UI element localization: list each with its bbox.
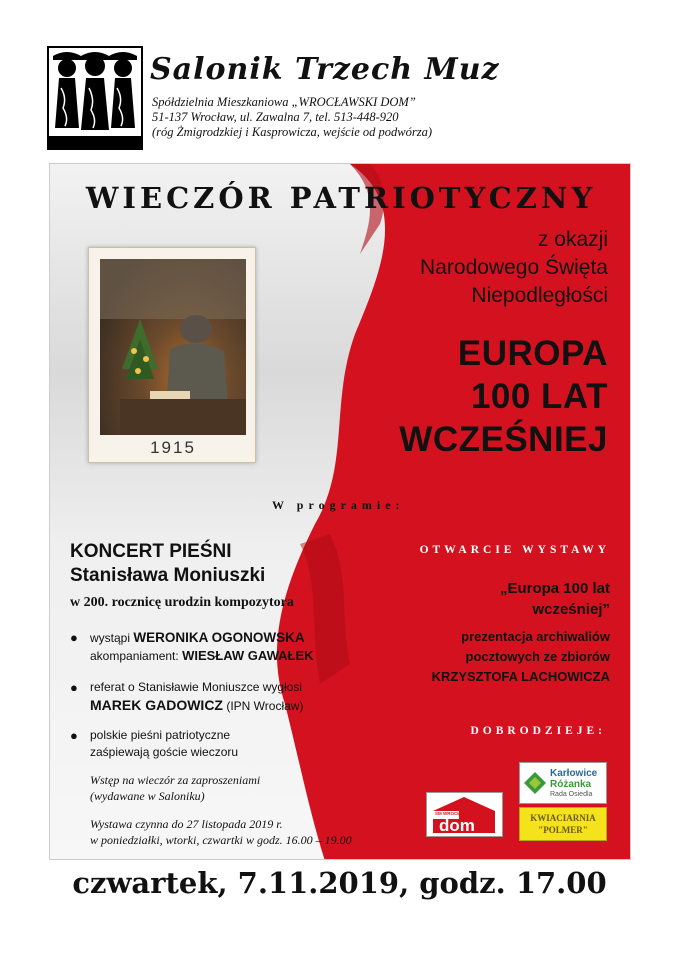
- bullet-icon: ●: [70, 728, 78, 743]
- concert-title-line-2: Stanisława Moniuszki: [70, 565, 266, 586]
- bullet-text: (IPN Wrocław): [223, 699, 304, 713]
- bullet-text: wystąpi: [90, 631, 134, 645]
- exhibition-desc-line-2: pocztowych ze zbiorów: [465, 649, 610, 664]
- sponsors-header: DOBRODZIEJE:: [470, 725, 606, 737]
- invitation-note-line-2: (wydawane w Saloniku): [90, 789, 205, 803]
- concert-title-line-1: KONCERT PIEŚNI: [70, 541, 232, 562]
- subtitle-line-1: z okazji: [537, 228, 608, 251]
- header-directions: (róg Żmigrodzkiej i Kasprowicza, wejście od podwórza): [152, 125, 432, 139]
- karlowice-line-1: Karłowice: [550, 768, 598, 779]
- kwiaciarnia-line-1: KWIACIARNIA: [530, 813, 596, 823]
- bullet-icon: ●: [70, 680, 78, 695]
- headline-line-3: WCZEŚNIEJ: [399, 420, 608, 459]
- bullet-text: akompaniament:: [90, 649, 183, 663]
- bullet-text: referat o Stanisławie Moniuszce wygłosi: [90, 680, 303, 694]
- sponsor-logo-kwiaciarnia: [519, 807, 607, 841]
- bullet-name: WIESŁAW GAWAŁEK: [182, 648, 314, 663]
- sponsor-dom-small: SM WROCŁAWSKI: [435, 811, 475, 816]
- header-address: 51-137 Wrocław, ul. Zawalna 7, tel. 513-448-920: [152, 110, 399, 124]
- invitation-note-line-1: Wstęp na wieczór za zaproszeniami: [90, 773, 261, 787]
- exhibition-title-line-1: „Europa 100 lat: [499, 580, 610, 597]
- event-date-time: czwartek, 7.11.2019, godz. 17.00: [72, 866, 607, 900]
- headline-line-1: EUROPA: [457, 334, 608, 373]
- three-muses-logo-icon: [47, 46, 143, 150]
- bullet-name: WERONIKA OGONOWSKA: [133, 630, 305, 645]
- bullet-name: MAREK GADOWICZ: [90, 697, 223, 713]
- event-poster: [49, 163, 631, 860]
- exhibition-hours-line-1: Wystawa czynna do 27 listopada 2019 r.: [90, 817, 283, 831]
- karlowice-icon: [524, 772, 546, 794]
- bullet-icon: ●: [70, 630, 78, 645]
- program-header: W programie:: [272, 498, 405, 512]
- sponsor-dom-big: dom: [439, 816, 475, 835]
- exhibition-title-line-2: wcześniej”: [532, 601, 610, 618]
- subtitle-line-2: Narodowego Święta: [420, 256, 608, 279]
- bullet-text: zaśpiewają goście wieczoru: [90, 745, 239, 759]
- subtitle-line-3: Niepodległości: [471, 284, 608, 307]
- concert-subtitle: w 200. rocznicę urodzin kompozytora: [70, 595, 294, 610]
- exhibition-desc-line-3: KRZYSZTOFA LACHOWICZA: [431, 669, 610, 684]
- poster-title: WIECZÓR PATRIOTYCZNY: [85, 181, 597, 215]
- vintage-postcard-image: [88, 247, 256, 463]
- exhibition-desc-line-1: prezentacja archiwaliów: [461, 629, 610, 644]
- exhibition-hours-line-2: w poniedziałki, wtorki, czwartki w godz. 16.00 – 19.00: [90, 833, 352, 847]
- sponsor-logo-wroclawski-dom: [426, 792, 503, 837]
- kwiaciarnia-line-2: "POLMER": [538, 825, 588, 835]
- header-cooperative: Spółdzielnia Mieszkaniowa „WROCŁAWSKI DOM”: [152, 95, 416, 109]
- concert-title: [70, 540, 265, 588]
- postcard-painting: [100, 259, 246, 435]
- sponsor-logo-karlowice: [519, 762, 607, 804]
- venue-name: Salonik Trzech Muz: [150, 52, 500, 87]
- postcard-year: 1915: [150, 438, 196, 457]
- bullet-text: polskie pieśni patriotyczne: [90, 728, 231, 742]
- karlowice-line-3: Rada Osiedla: [550, 791, 593, 798]
- exhibition-header: OTWARCIE WYSTAWY: [419, 544, 610, 556]
- headline-line-2: 100 LAT: [470, 377, 608, 416]
- karlowice-line-2: Różanka: [550, 779, 592, 790]
